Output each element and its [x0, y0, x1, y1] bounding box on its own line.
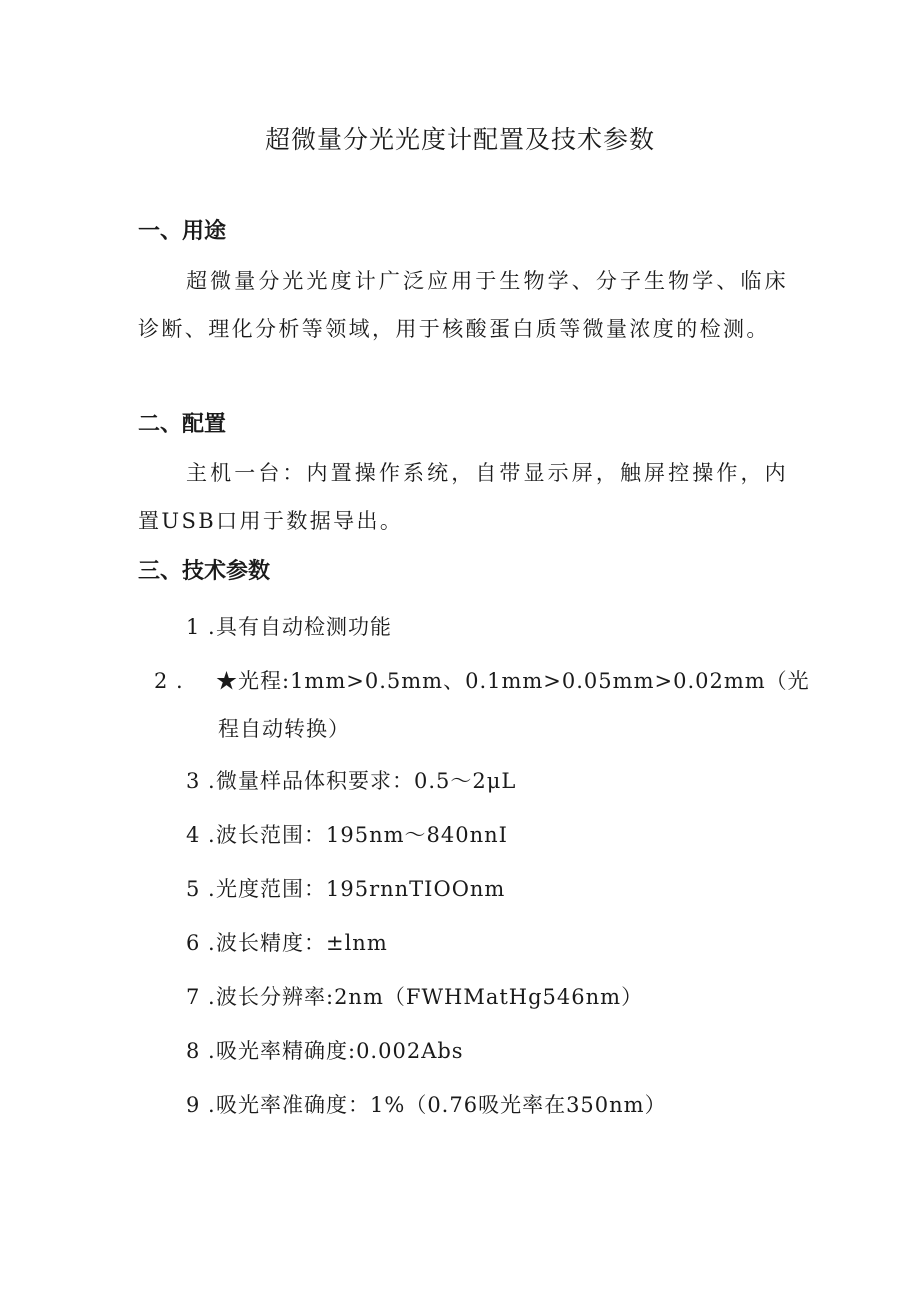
section-heading-tech-specs: 三、技术参数 — [138, 559, 271, 584]
spec-number: 4 . — [186, 823, 216, 847]
spec-text: ★光程:1mm>0.5mm、0.1mm>0.05mm>0.02mm（光程自动转换） — [216, 669, 810, 741]
spec-item — [186, 973, 786, 1021]
spec-text: 微量样品体积要求：0.5～2μL — [216, 769, 517, 793]
document-title: 超微量分光光度计配置及技术参数 — [264, 125, 655, 154]
configuration-paragraph: 主机一台：内置操作系统，自带显示屏，触屏控操作，内置USB口用于数据导出。 — [138, 461, 788, 533]
spec-number: 1 . — [186, 615, 216, 639]
section-heading-configuration: 二、配置 — [138, 412, 227, 437]
spec-text: 吸光率准确度：1%（0.76吸光率在350nm） — [216, 1093, 667, 1117]
spec-text: 光度范围：195rnnTIOOnm — [216, 877, 506, 901]
spec-text: 具有自动检测功能 — [216, 615, 392, 639]
spec-number: 5 . — [186, 877, 216, 901]
spec-item — [154, 657, 818, 753]
spec-number: 7 . — [186, 985, 216, 1009]
spec-item — [186, 603, 786, 651]
spec-number: 3 . — [186, 769, 216, 793]
spec-number: 9 . — [186, 1093, 216, 1117]
spec-item — [186, 865, 786, 913]
section-heading-usage: 一、用途 — [138, 219, 227, 244]
spec-text: 波长精度：±lnm — [216, 931, 388, 955]
spec-item — [186, 757, 786, 805]
spec-text: 波长分辨率:2nm（FWHMatHg546nm） — [216, 985, 644, 1009]
spec-item — [186, 1027, 786, 1075]
usage-paragraph: 超微量分光光度计广泛应用于生物学、分子生物学、临床诊断、理化分析等领域，用于核酸蛋白质等微量浓度的检测。 — [138, 269, 788, 341]
spec-item — [186, 919, 786, 967]
spec-number: 8 . — [186, 1039, 216, 1063]
spec-text: 波长范围：195nm～840nnI — [216, 823, 508, 847]
spec-number: 2 . — [154, 669, 184, 693]
spec-number: 6 . — [186, 931, 216, 955]
spec-text: 吸光率精确度:0.002Abs — [216, 1039, 464, 1063]
spec-item — [186, 1081, 786, 1129]
spec-item — [186, 811, 786, 859]
